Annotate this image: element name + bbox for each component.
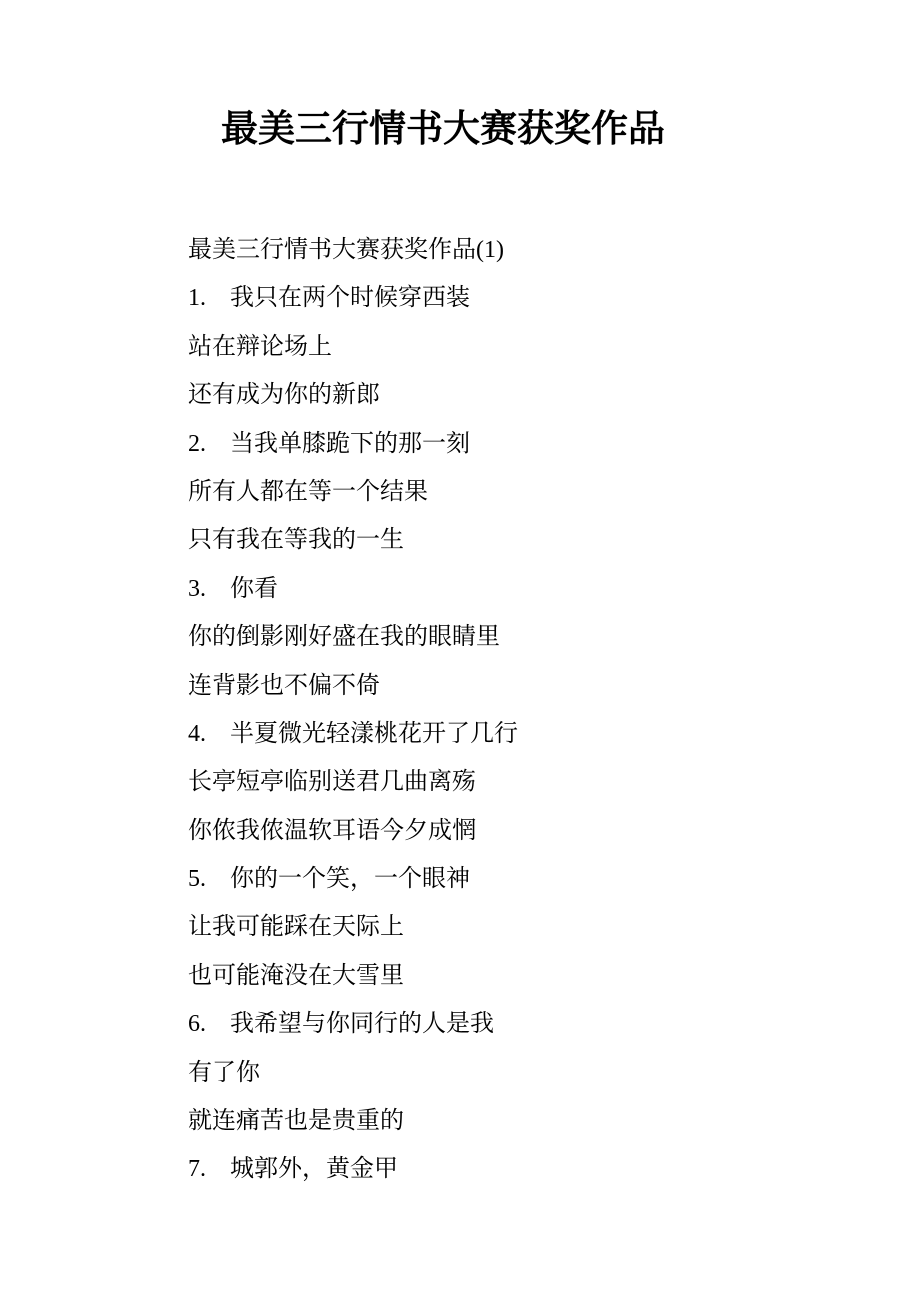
document-body <box>188 226 810 1194</box>
text-line: 站在辩论场上 <box>188 333 332 360</box>
text-line: 7. 城郭外，黄金甲 <box>188 1156 398 1183</box>
document-title: 最美三行情书大赛获奖作品 <box>221 109 665 150</box>
text-line: 4. 半夏微光轻漾桃花开了几行 <box>188 720 518 747</box>
text-line: 长亭短亭临别送君几曲离殇 <box>188 769 476 796</box>
text-line: 让我可能踩在天际上 <box>188 914 404 941</box>
text-line: 2. 当我单膝跪下的那一刻 <box>188 430 470 457</box>
text-line: 5. 你的一个笑，一个眼神 <box>188 866 470 893</box>
text-line: 连背影也不偏不倚 <box>188 672 380 699</box>
text-line: 所有人都在等一个结果 <box>188 478 428 505</box>
text-line: 你的倒影刚好盛在我的眼睛里 <box>188 624 500 651</box>
text-line: 还有成为你的新郎 <box>188 382 380 409</box>
text-line: 就连痛苦也是贵重的 <box>188 1108 404 1135</box>
text-line: 有了你 <box>188 1059 260 1086</box>
text-line: 3. 你看 <box>188 575 278 602</box>
text-line-subtitle: 最美三行情书大赛获奖作品(1) <box>188 237 504 263</box>
text-line: 也可能淹没在大雪里 <box>188 962 404 989</box>
text-line: 6. 我希望与你同行的人是我 <box>188 1011 494 1038</box>
text-line: 只有我在等我的一生 <box>188 527 404 554</box>
text-line: 你侬我侬温软耳语今夕成惘 <box>188 817 476 844</box>
text-line: 1. 我只在两个时候穿西装 <box>188 285 470 312</box>
